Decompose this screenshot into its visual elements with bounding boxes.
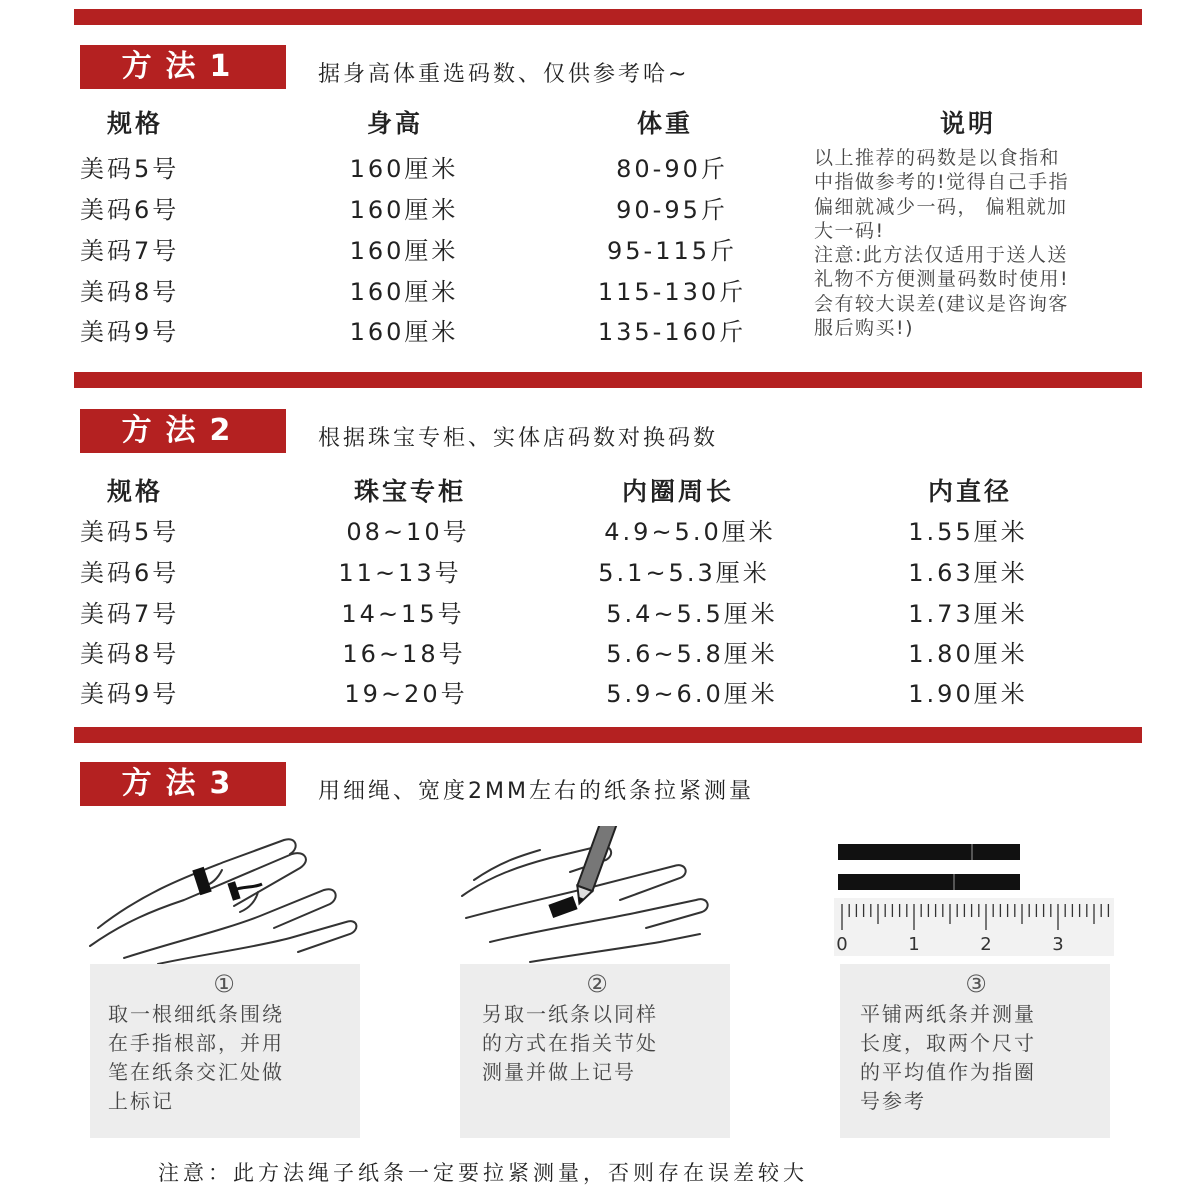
step-text-1: [108, 1000, 284, 1116]
m2-row-counter: 08~10号: [346, 518, 470, 546]
ruler-label-0: 0: [836, 934, 848, 955]
m2-row-diameter: 1.73厘米: [908, 600, 1028, 628]
divider-bar-3: [74, 727, 1142, 743]
hand-wrap-illustration: [84, 826, 374, 966]
m2-header-counter: 珠宝专柜: [353, 477, 467, 506]
step-line: 号参考: [860, 1089, 926, 1113]
m2-row-spec: 美码8号: [80, 640, 180, 668]
m1-row-weight: 135-160斤: [597, 318, 747, 346]
note-line: 会有较大误差(建议是咨询客: [814, 292, 1069, 315]
method1-tag: 方法1: [80, 45, 286, 89]
m2-row-spec: 美码6号: [80, 559, 180, 587]
m1-header-weight: 体重: [636, 109, 694, 138]
step-text-3: [860, 1000, 1036, 1116]
m1-row-spec: 美码6号: [80, 196, 180, 224]
note-line: 中指做参考的!觉得自己手指: [814, 171, 1070, 194]
method3-tag: 方法3: [80, 762, 286, 806]
divider-bar-1: [74, 9, 1142, 25]
m2-row-counter: 14~15号: [341, 600, 465, 628]
m2-header-spec: 规格: [106, 477, 164, 506]
m2-row-diameter: 1.55厘米: [908, 518, 1028, 546]
m2-row-circumference: 4.9~5.0厘米: [604, 518, 776, 546]
m1-row-spec: 美码8号: [80, 278, 180, 306]
m2-row-spec: 美码5号: [80, 518, 180, 546]
m2-row-counter: 16~18号: [342, 640, 466, 668]
m1-row-spec: 美码5号: [80, 155, 180, 183]
m1-header-height: 身高: [366, 109, 424, 138]
note-line: 礼物不方便测量码数时使用!: [814, 268, 1070, 291]
m1-row-height: 160厘米: [349, 237, 459, 265]
m1-header-note: 说明: [939, 109, 997, 138]
step-line: 上标记: [108, 1089, 174, 1113]
note-line: 大一码!: [814, 219, 885, 242]
m2-row-circumference: 5.9~6.0厘米: [606, 680, 778, 708]
step-number-3: ③: [965, 970, 987, 998]
m1-row-weight: 115-130斤: [597, 278, 747, 306]
m1-row-height: 160厘米: [349, 278, 459, 306]
step-line: 长度，取两个尺寸: [860, 1031, 1036, 1055]
m2-row-circumference: 5.4~5.5厘米: [606, 600, 778, 628]
m1-row-weight: 80-90斤: [616, 155, 728, 183]
note-line: 以上推荐的码数是以食指和: [814, 147, 1061, 169]
m2-header-circumference: 内圈周长: [621, 477, 735, 506]
step-line: 另取一纸条以同样: [482, 1002, 658, 1026]
divider-bar-2: [74, 372, 1142, 388]
step-number-1: ①: [213, 970, 235, 998]
m2-row-diameter: 1.63厘米: [908, 559, 1028, 587]
pen-mark-illustration: [460, 826, 730, 966]
ruler-illustration: [834, 842, 1114, 958]
step-line: 平铺两纸条并测量: [860, 1002, 1036, 1026]
step-line: 取一根细纸条围绕: [108, 1002, 284, 1026]
ruler-label-1: 1: [908, 934, 920, 955]
m2-row-counter: 19~20号: [344, 680, 468, 708]
step-text-2: [482, 1000, 658, 1087]
step-number-2: ②: [586, 970, 608, 998]
method1-note: [814, 146, 1154, 340]
method2-tag: 方法2: [80, 409, 286, 453]
step-line: 笔在纸条交汇处做: [108, 1060, 284, 1084]
step-line: 测量并做上记号: [482, 1060, 636, 1084]
m1-row-height: 160厘米: [349, 155, 459, 183]
step-line: 的平均值作为指圈: [860, 1060, 1036, 1084]
m1-row-weight: 90-95斤: [616, 196, 728, 224]
m2-row-circumference: 5.6~5.8厘米: [606, 640, 778, 668]
m2-row-spec: 美码9号: [80, 680, 180, 708]
note-line: 偏细就减少一码， 偏粗就加: [814, 195, 1068, 218]
m1-row-weight: 95-115斤: [606, 237, 738, 265]
method1-subtitle: 据身高体重选码数、仅供参考哈~: [318, 62, 690, 87]
note-line: 服后购买!): [814, 317, 915, 340]
method3-footer-note: 注意：此方法绳子纸条一定要拉紧测量，否则存在误差较大: [158, 1161, 808, 1185]
m2-header-diameter: 内直径: [927, 477, 1013, 506]
m1-row-height: 160厘米: [349, 196, 459, 224]
m2-row-spec: 美码7号: [80, 600, 180, 628]
step-line: 的方式在指关节处: [482, 1031, 658, 1055]
m1-row-spec: 美码9号: [80, 318, 180, 346]
ruler-label-2: 2: [980, 934, 992, 955]
m2-row-counter: 11~13号: [338, 559, 462, 587]
m1-row-height: 160厘米: [349, 318, 459, 346]
m2-row-diameter: 1.90厘米: [908, 680, 1028, 708]
m2-row-circumference: 5.1~5.3厘米: [598, 559, 770, 587]
m2-row-diameter: 1.80厘米: [908, 640, 1028, 668]
ruler-label-3: 3: [1052, 934, 1064, 955]
method3-subtitle: 用细绳、宽度2MM左右的纸条拉紧测量: [318, 779, 754, 804]
method2-subtitle: 根据珠宝专柜、实体店码数对换码数: [318, 426, 719, 451]
step-line: 在手指根部，并用: [108, 1031, 284, 1055]
m1-row-spec: 美码7号: [80, 237, 180, 265]
note-line: 注意:此方法仅适用于送人送: [814, 244, 1068, 267]
m1-header-spec: 规格: [106, 109, 164, 138]
